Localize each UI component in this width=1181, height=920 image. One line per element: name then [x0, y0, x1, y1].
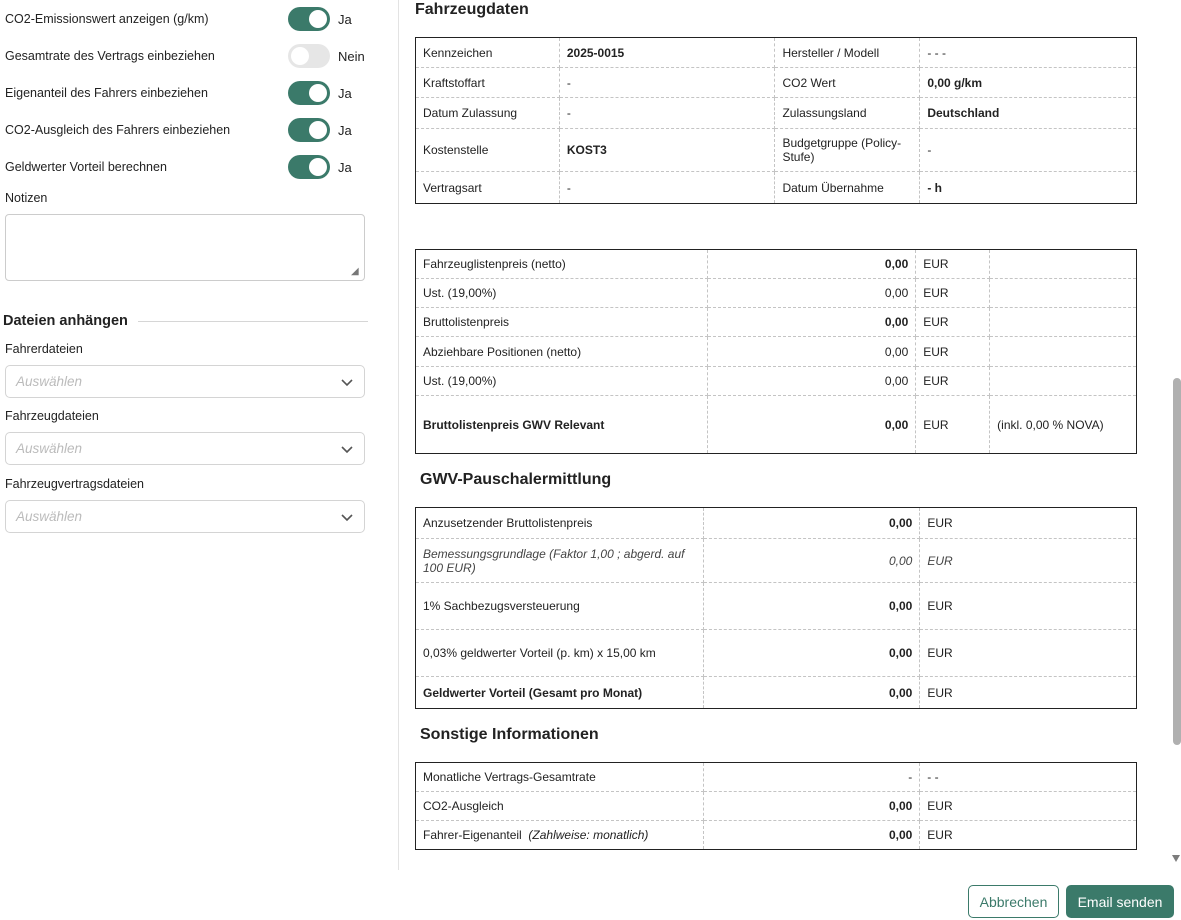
cell-amount: 0,00: [707, 250, 916, 279]
cell-amount: 0,00: [707, 396, 916, 454]
table-row: [416, 250, 1137, 279]
cell-amount: 0,00: [703, 630, 920, 677]
cell-amount: 0,00: [703, 821, 920, 850]
total-rate-toggle[interactable]: [288, 44, 330, 68]
notes-label: Notizen: [5, 191, 48, 205]
gwv-table: [415, 507, 1137, 709]
toggle-value: Ja: [338, 122, 352, 138]
attachments-heading-text: Dateien anhängen: [3, 313, 128, 329]
toggle-label: CO2-Ausgleich des Fahrers einbeziehen: [5, 123, 231, 137]
table-row: [416, 98, 1137, 129]
toggle-knob: [309, 84, 327, 102]
select-placeholder: Auswählen: [16, 509, 83, 524]
preview-panel: [398, 0, 1151, 870]
toggle-value: Nein: [338, 48, 365, 64]
toggle-row-driver-share: [5, 80, 370, 106]
cell-label: Geldwerter Vorteil (Gesamt pro Monat): [416, 677, 704, 709]
toggle-value: Ja: [338, 85, 352, 101]
heading-divider: [138, 321, 368, 322]
cell-label: Kostenstelle: [416, 129, 560, 172]
cell-label: Ust. (19,00%): [416, 367, 708, 396]
cell-label: [416, 821, 704, 850]
cell-value: -: [920, 129, 1137, 172]
cell-label: Kraftstoffart: [416, 68, 560, 98]
toggle-value: Ja: [338, 11, 352, 27]
cell-amount: 0,00: [707, 279, 916, 308]
cell-currency: EUR: [916, 250, 990, 279]
cell-currency: EUR: [920, 539, 1137, 583]
cell-label: [416, 763, 704, 792]
toggle-knob: [309, 121, 327, 139]
cell-currency: EUR: [916, 367, 990, 396]
co2-emission-toggle[interactable]: [288, 7, 330, 31]
toggle-label: Eigenanteil des Fahrers einbeziehen: [5, 86, 208, 100]
cell-label: Zulassungsland: [775, 98, 920, 129]
settings-panel: [0, 0, 370, 870]
notes-textarea[interactable]: [5, 214, 365, 281]
driver-files-select[interactable]: [5, 365, 365, 398]
toggle-value: Ja: [338, 159, 352, 175]
cell-note: [990, 250, 1137, 279]
toggle-row-co2-emission: [5, 6, 370, 32]
cell-currency: EUR: [916, 396, 990, 454]
cell-value: 2025-0015: [559, 38, 775, 68]
table-row: [416, 129, 1137, 172]
cell-label: Kennzeichen: [416, 38, 560, 68]
toggle-row-co2-compensation: [5, 117, 370, 143]
cell-value: Deutschland: [920, 98, 1137, 129]
other-info-table: [415, 762, 1137, 850]
cell-currency: EUR: [920, 821, 1137, 850]
cell-label: Ust. (19,00%): [416, 279, 708, 308]
vehicle-data-heading: Fahrzeugdaten: [415, 1, 529, 18]
cell-note: [990, 367, 1137, 396]
cell-label: Vertragsart: [416, 172, 560, 204]
cell-label: Bemessungsgrundlage (Faktor 1,00 ; abgerd. auf 100 EUR): [416, 539, 704, 583]
cell-label: Bruttolistenpreis GWV Relevant: [416, 396, 708, 454]
cell-amount: 0,00: [703, 583, 920, 630]
driver-files-label: Fahrerdateien: [5, 342, 83, 356]
cell-label: 0,03% geldwerter Vorteil (p. km) x 15,00 km: [416, 630, 704, 677]
table-row: [416, 821, 1137, 850]
scrollbar-thumb[interactable]: [1173, 378, 1181, 745]
label-text: Monatliche Vertrags-Gesamtrate: [423, 770, 596, 784]
cell-value: 0,00 g/km: [920, 68, 1137, 98]
cell-value: - - -: [920, 38, 1137, 68]
table-row: [416, 539, 1137, 583]
cell-label: CO2 Wert: [775, 68, 920, 98]
cell-currency: EUR: [916, 337, 990, 367]
cell-label: Abziehbare Positionen (netto): [416, 337, 708, 367]
resize-grip-icon[interactable]: ◢: [351, 266, 359, 277]
table-row: [416, 367, 1137, 396]
co2-compensation-toggle[interactable]: [288, 118, 330, 142]
cell-amount: 0,00: [703, 508, 920, 539]
cell-amount: 0,00: [707, 337, 916, 367]
chevron-down-icon: [340, 375, 354, 389]
table-row: [416, 308, 1137, 337]
cell-value: -: [559, 172, 775, 204]
cell-label: 1% Sachbezugsversteuerung: [416, 583, 704, 630]
cell-label: Hersteller / Modell: [775, 38, 920, 68]
toggle-knob: [291, 47, 309, 65]
attachments-heading: [3, 313, 368, 329]
table-row: [416, 677, 1137, 709]
cell-label: Bruttolistenpreis: [416, 308, 708, 337]
vehicle-files-select[interactable]: [5, 432, 365, 465]
select-placeholder: Auswählen: [16, 374, 83, 389]
toggle-row-monetary-benefit: [5, 154, 370, 180]
table-row: [416, 68, 1137, 98]
select-placeholder: Auswählen: [16, 441, 83, 456]
cell-label: Fahrzeuglistenpreis (netto): [416, 250, 708, 279]
cell-amount: 0,00: [703, 677, 920, 709]
vehicle-data-table: [415, 37, 1137, 204]
other-info-heading: Sonstige Informationen: [420, 726, 599, 743]
cell-amount: 0,00: [707, 308, 916, 337]
toggle-knob: [309, 158, 327, 176]
table-row: [416, 38, 1137, 68]
cell-note: [990, 308, 1137, 337]
chevron-down-icon: [340, 510, 354, 524]
cell-amount: 0,00: [707, 367, 916, 396]
table-row: [416, 337, 1137, 367]
cell-currency: EUR: [920, 677, 1137, 709]
table-row: [416, 583, 1137, 630]
table-row: [416, 630, 1137, 677]
label-text: CO2-Ausgleich: [423, 799, 504, 813]
cell-amount: 0,00: [703, 792, 920, 821]
cell-amount: -: [703, 763, 920, 792]
cell-label: Budgetgruppe (Policy-Stufe): [775, 129, 920, 172]
cancel-button[interactable]: Abbrechen: [968, 885, 1059, 918]
cell-label: Datum Übernahme: [775, 172, 920, 204]
toggle-row-total-rate: [5, 43, 370, 69]
table-row: [416, 396, 1137, 454]
cell-note: (inkl. 0,00 % NOVA): [990, 396, 1137, 454]
cell-currency: EUR: [916, 308, 990, 337]
cell-value: -: [559, 68, 775, 98]
chevron-down-icon: [340, 442, 354, 456]
label-note: (Zahlweise: monatlich): [528, 828, 649, 842]
toggle-label: Geldwerter Vorteil berechnen: [5, 160, 167, 174]
toggle-label: CO2-Emissionswert anzeigen (g/km): [5, 12, 209, 26]
scroll-down-arrow-icon[interactable]: [1172, 855, 1180, 862]
cell-value: - h: [920, 172, 1137, 204]
cell-currency: EUR: [916, 279, 990, 308]
cell-value: -: [559, 98, 775, 129]
cell-currency: EUR: [920, 792, 1137, 821]
cell-note: [990, 279, 1137, 308]
cell-label: Anzusetzender Bruttolistenpreis: [416, 508, 704, 539]
cell-note: [990, 337, 1137, 367]
contract-files-select[interactable]: [5, 500, 365, 533]
cell-currency: EUR: [920, 508, 1137, 539]
cell-label: Datum Zulassung: [416, 98, 560, 129]
table-row: [416, 172, 1137, 204]
gwv-heading: GWV-Pauschalermittlung: [420, 471, 612, 488]
cell-currency: EUR: [920, 630, 1137, 677]
send-email-button[interactable]: Email senden: [1066, 885, 1174, 918]
table-row: [416, 279, 1137, 308]
preview-scrollbar[interactable]: [1171, 0, 1181, 870]
cell-label: [416, 792, 704, 821]
list-price-table: [415, 249, 1137, 454]
monetary-benefit-toggle[interactable]: [288, 155, 330, 179]
vehicle-files-label: Fahrzeugdateien: [5, 409, 99, 423]
table-row: [416, 792, 1137, 821]
toggle-label: Gesamtrate des Vertrags einbeziehen: [5, 49, 215, 63]
cell-value: KOST3: [559, 129, 775, 172]
cell-amount: 0,00: [703, 539, 920, 583]
cell-currency: - -: [920, 763, 1137, 792]
toggle-knob: [309, 10, 327, 28]
table-row: [416, 508, 1137, 539]
cell-currency: EUR: [920, 583, 1137, 630]
table-row: [416, 763, 1137, 792]
driver-share-toggle[interactable]: [288, 81, 330, 105]
contract-files-label: Fahrzeugvertragsdateien: [5, 477, 144, 491]
label-text: Fahrer-Eigenanteil: [423, 828, 522, 842]
